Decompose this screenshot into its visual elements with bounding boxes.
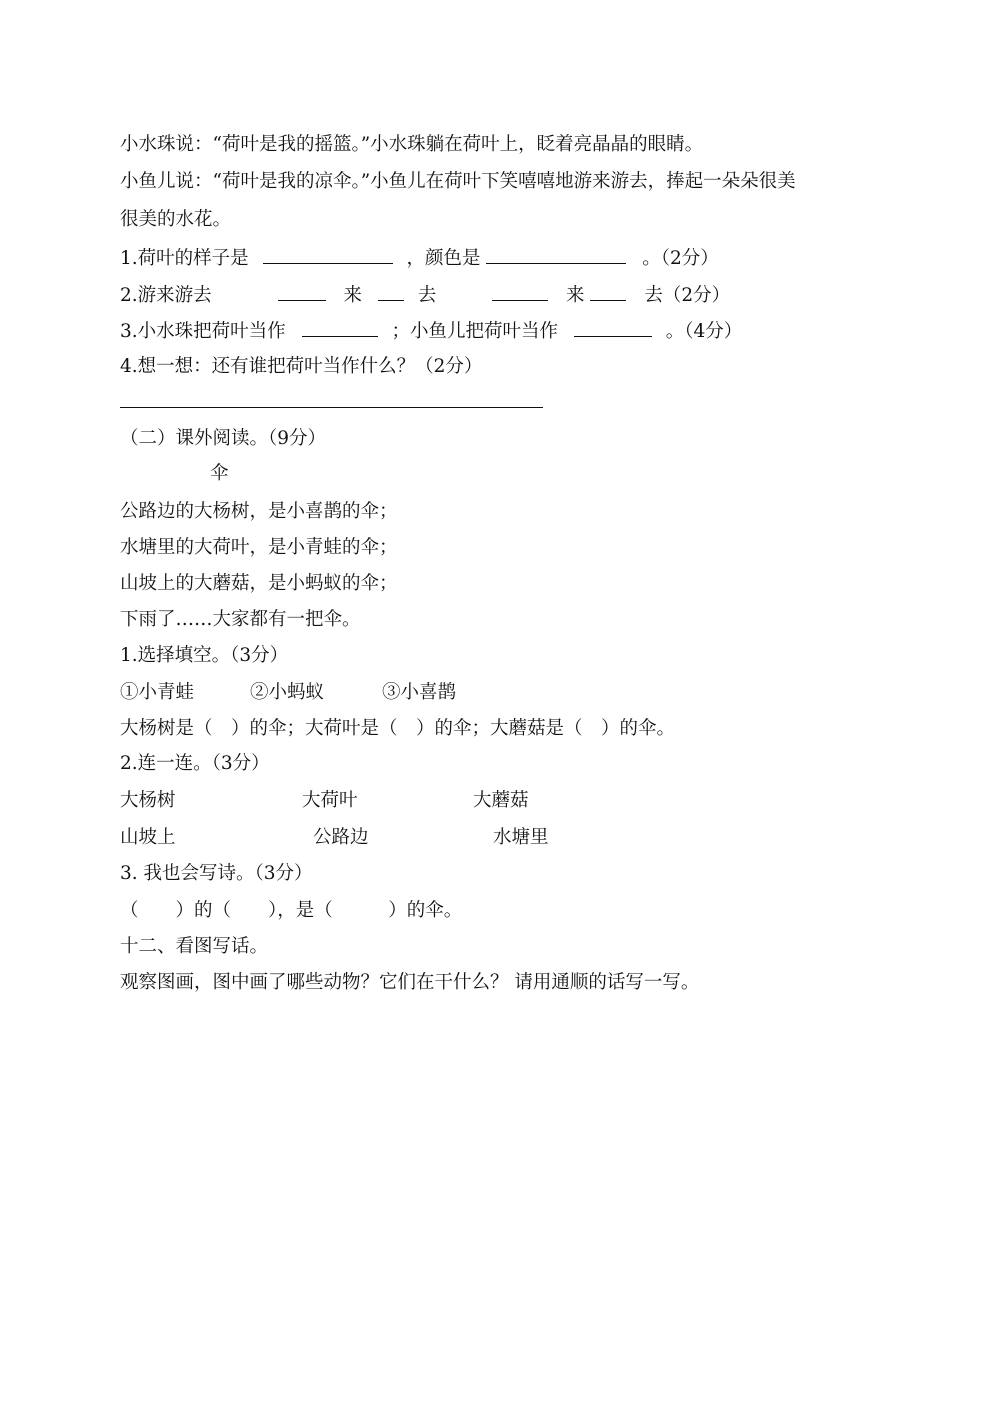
q1-text-a: 1.荷叶的样子是 xyxy=(120,248,249,269)
q2-lai-2: 来 xyxy=(566,285,585,306)
q2-blank-3[interactable] xyxy=(492,282,548,301)
q3-text-c: 。（4分） xyxy=(665,321,743,342)
q1-text-b: ，颜色是 xyxy=(406,248,481,269)
question-4: 4.想一想：还有谁把荷叶当作什么？（2分） xyxy=(120,356,483,377)
q3-text-a: 3.小水珠把荷叶当作 xyxy=(120,321,286,342)
match-top-3[interactable]: 大蘑菇 xyxy=(473,790,529,811)
subquestion-3: 3. 我也会写诗。（3分） xyxy=(120,863,313,884)
q2-score: 去（2分） xyxy=(644,285,731,306)
subquestion-2: 2.连一连。（3分） xyxy=(120,753,270,774)
match-top-1[interactable]: 大杨树 xyxy=(120,790,176,811)
match-top-2[interactable]: 大荷叶 xyxy=(302,790,358,811)
q1-blank-color[interactable] xyxy=(486,245,626,264)
option-3: ③小喜鹊 xyxy=(382,682,457,703)
section2-heading: （二）课外阅读。（9分） xyxy=(120,428,327,449)
passage-line-3: 很美的水花。 xyxy=(120,209,232,230)
option-2: ②小蚂蚁 xyxy=(250,682,325,703)
q3-blank-1[interactable] xyxy=(302,318,378,337)
q1-blank-shape[interactable] xyxy=(263,245,393,264)
passage-line-2: 小鱼儿说：“荷叶是我的凉伞。”小鱼儿在荷叶下笑嘻嘻地游来游去，捧起一朵朵很美 xyxy=(120,171,796,192)
poem-line-1: 公路边的大杨树，是小喜鹊的伞； xyxy=(120,501,398,522)
poem-title: 伞 xyxy=(210,463,229,484)
q2-text-a: 2.游来游去 xyxy=(120,285,212,306)
q2-lai-1: 来 xyxy=(343,285,362,306)
q2-blank-2[interactable] xyxy=(378,282,404,301)
poem-line-3: 山坡上的大蘑菇，是小蚂蚁的伞； xyxy=(120,573,398,594)
match-bottom-3[interactable]: 水塘里 xyxy=(493,827,549,848)
q4-answer-line[interactable] xyxy=(120,407,543,408)
q2-blank-4[interactable] xyxy=(590,282,626,301)
poem-line-2: 水塘里的大荷叶，是小青蛙的伞； xyxy=(120,537,398,558)
poem-writing-line: （ ）的（ ），是（ ）的伞。 xyxy=(120,900,463,921)
question-2 xyxy=(120,282,730,308)
q3-text-b: ；小鱼儿把荷叶当作 xyxy=(391,321,558,342)
option-1: ①小青蛙 xyxy=(120,682,195,703)
q1-text-c: 。（2分） xyxy=(642,248,719,269)
passage-line-1: 小水珠说：“荷叶是我的摇篮。”小水珠躺在荷叶上，眨着亮晶晶的眼睛。 xyxy=(120,134,704,155)
match-bottom-2[interactable]: 公路边 xyxy=(313,827,369,848)
fill-choice-line: 大杨树是（ ）的伞；大荷叶是（ ）的伞；大蘑菇是（ ）的伞。 xyxy=(120,718,676,739)
section12-heading: 十二、看图写话。 xyxy=(120,936,269,957)
q2-blank-1[interactable] xyxy=(278,282,326,301)
question-3 xyxy=(120,318,742,344)
q2-qu-1: 去 xyxy=(417,285,437,306)
section12-prompt: 观察图画，图中画了哪些动物？它们在干什么？ 请用通顺的话写一写。 xyxy=(120,972,700,993)
subquestion-1: 1.选择填空。（3分） xyxy=(120,645,289,666)
q3-blank-2[interactable] xyxy=(574,318,652,337)
match-bottom-1[interactable]: 山坡上 xyxy=(120,827,176,848)
poem-line-4: 下雨了……大家都有一把伞。 xyxy=(120,609,361,630)
question-1 xyxy=(120,245,719,271)
